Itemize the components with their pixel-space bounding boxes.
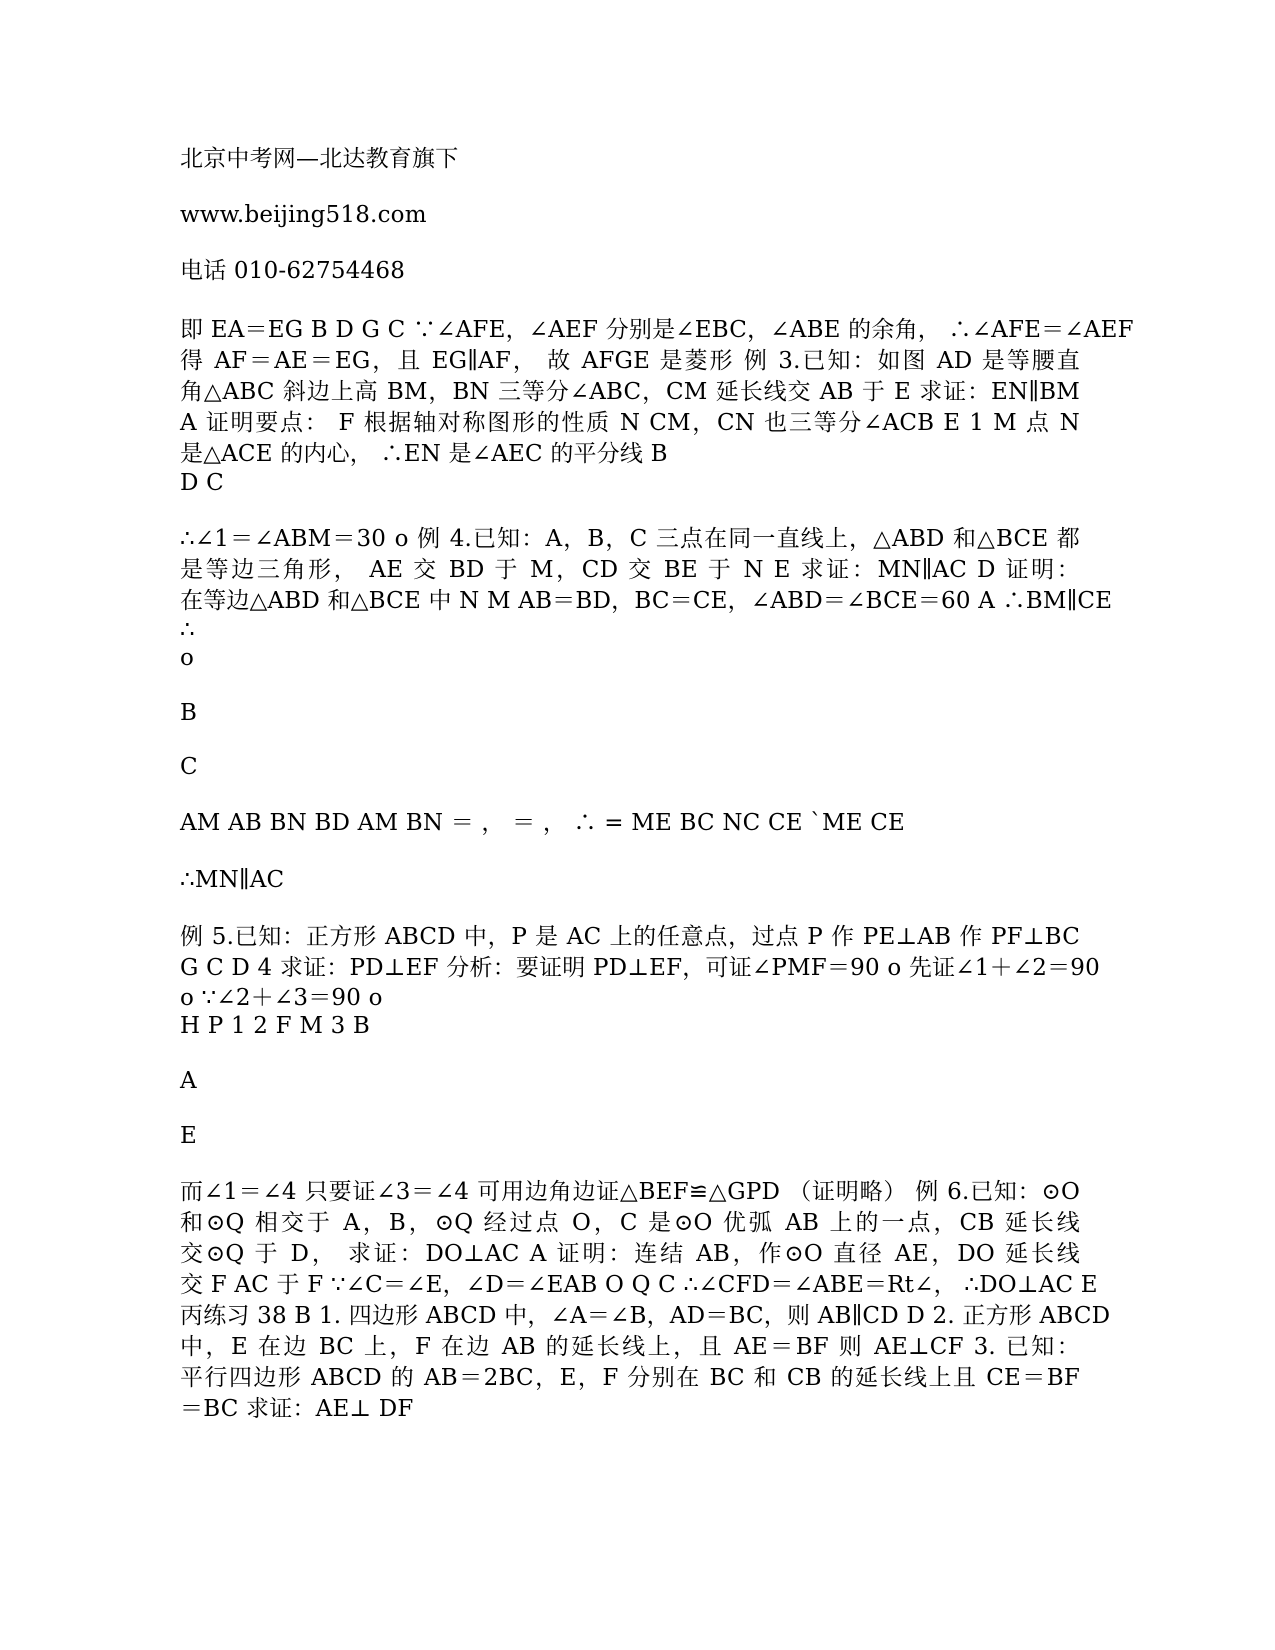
phone-number: 电话 010-62754468 (180, 258, 406, 284)
text-line: ＝BC 求证：AE⊥ DF (180, 1396, 414, 1422)
text-line: 丙练习 38 B 1. 四边形 ABCD 中，∠A＝∠B，AD＝BC，则 AB∥CD D 2. 正方形 ABCD (180, 1303, 1111, 1329)
text-line: 得 AF＝AE＝EG，且 EG∥AF， 故 AFGE 是菱形 例 3.已知：如图 AD 是等腰直 (180, 348, 1080, 374)
text-line: G C D 4 求证：PD⊥EF 分析：要证明 PD⊥EF，可证∠PMF＝90 o 先证∠1＋∠2＝90 (180, 955, 1100, 981)
text-line: 和⊙Q 相交于 A，B，⊙Q 经过点 O，C 是⊙O 优弧 AB 上的一点，CB 延长线 (180, 1210, 1080, 1236)
text-line: C (180, 754, 198, 780)
text-line: 例 5.已知：正方形 ABCD 中，P 是 AC 上的任意点，过点 P 作 PE⊥AB 作 PF⊥BC (180, 924, 1080, 950)
text-line: ∴ (180, 617, 195, 643)
text-line: 是等边三角形， AE 交 BD 于 M，CD 交 BE 于 N E 求证：MN∥AC D 证明： (180, 557, 1080, 583)
text-line: AM AB BN BD AM BN ＝ ， ＝ ， ∴ = ME BC NC CE `ME CE (180, 810, 905, 836)
site-url: www.beijing518.com (180, 202, 427, 228)
text-line: 而∠1＝∠4 只要证∠3＝∠4 可用边角边证△BEF≌△GPD （证明略） 例 6.已知：⊙O (180, 1179, 1080, 1205)
text-line: 在等边△ABD 和△BCE 中 N M AB＝BD，BC＝CE，∠ABD＝∠BCE＝60 A ∴BM∥CE (180, 588, 1113, 614)
text-line: ∴∠1＝∠ABM＝30 o 例 4.已知：A，B，C 三点在同一直线上，△ABD 和△BCE 都 (180, 526, 1080, 552)
text-line: 是△ACE 的内心， ∴EN 是∠AEC 的平分线 B (180, 441, 668, 467)
text-line: A (180, 1068, 197, 1094)
text-line: B (180, 700, 198, 726)
text-line: 角△ABC 斜边上高 BM，BN 三等分∠ABC，CM 延长线交 AB 于 E 求证：EN∥BM (180, 379, 1080, 405)
site-name: 北京中考网—北达教育旗下 (180, 146, 459, 172)
text-line: H P 1 2 F M 3 B (180, 1013, 371, 1039)
text-line: 交⊙Q 于 D， 求证：DO⊥AC A 证明：连结 AB，作⊙O 直径 AE，DO 延长线 (180, 1241, 1080, 1267)
text-line: ∴MN∥AC (180, 867, 285, 893)
text-line: o ∵∠2＋∠3＝90 o (180, 985, 383, 1011)
text-line: E (180, 1123, 197, 1149)
text-line: 交 F AC 于 F ∵∠C＝∠E，∠D＝∠EAB O Q C ∴∠CFD＝∠ABE＝Rt∠， ∴DO⊥AC E (180, 1272, 1098, 1298)
text-line: 中，E 在边 BC 上，F 在边 AB 的延长线上，且 AE＝BF 则 AE⊥CF 3. 已知： (180, 1334, 1080, 1360)
text-line: A 证明要点： F 根据轴对称图形的性质 N CM，CN 也三等分∠ACB E 1 M 点 N (180, 410, 1080, 436)
text-line: 即 EA＝EG B D G C ∵∠AFE，∠AEF 分别是∠EBC，∠ABE 的余角， ∴∠AFE＝∠AEF (180, 317, 1134, 343)
text-line: 平行四边形 ABCD 的 AB＝2BC，E，F 分别在 BC 和 CB 的延长线上且 CE＝BF (180, 1365, 1080, 1391)
text-line: D C (180, 470, 224, 496)
text-line: o (180, 645, 195, 671)
